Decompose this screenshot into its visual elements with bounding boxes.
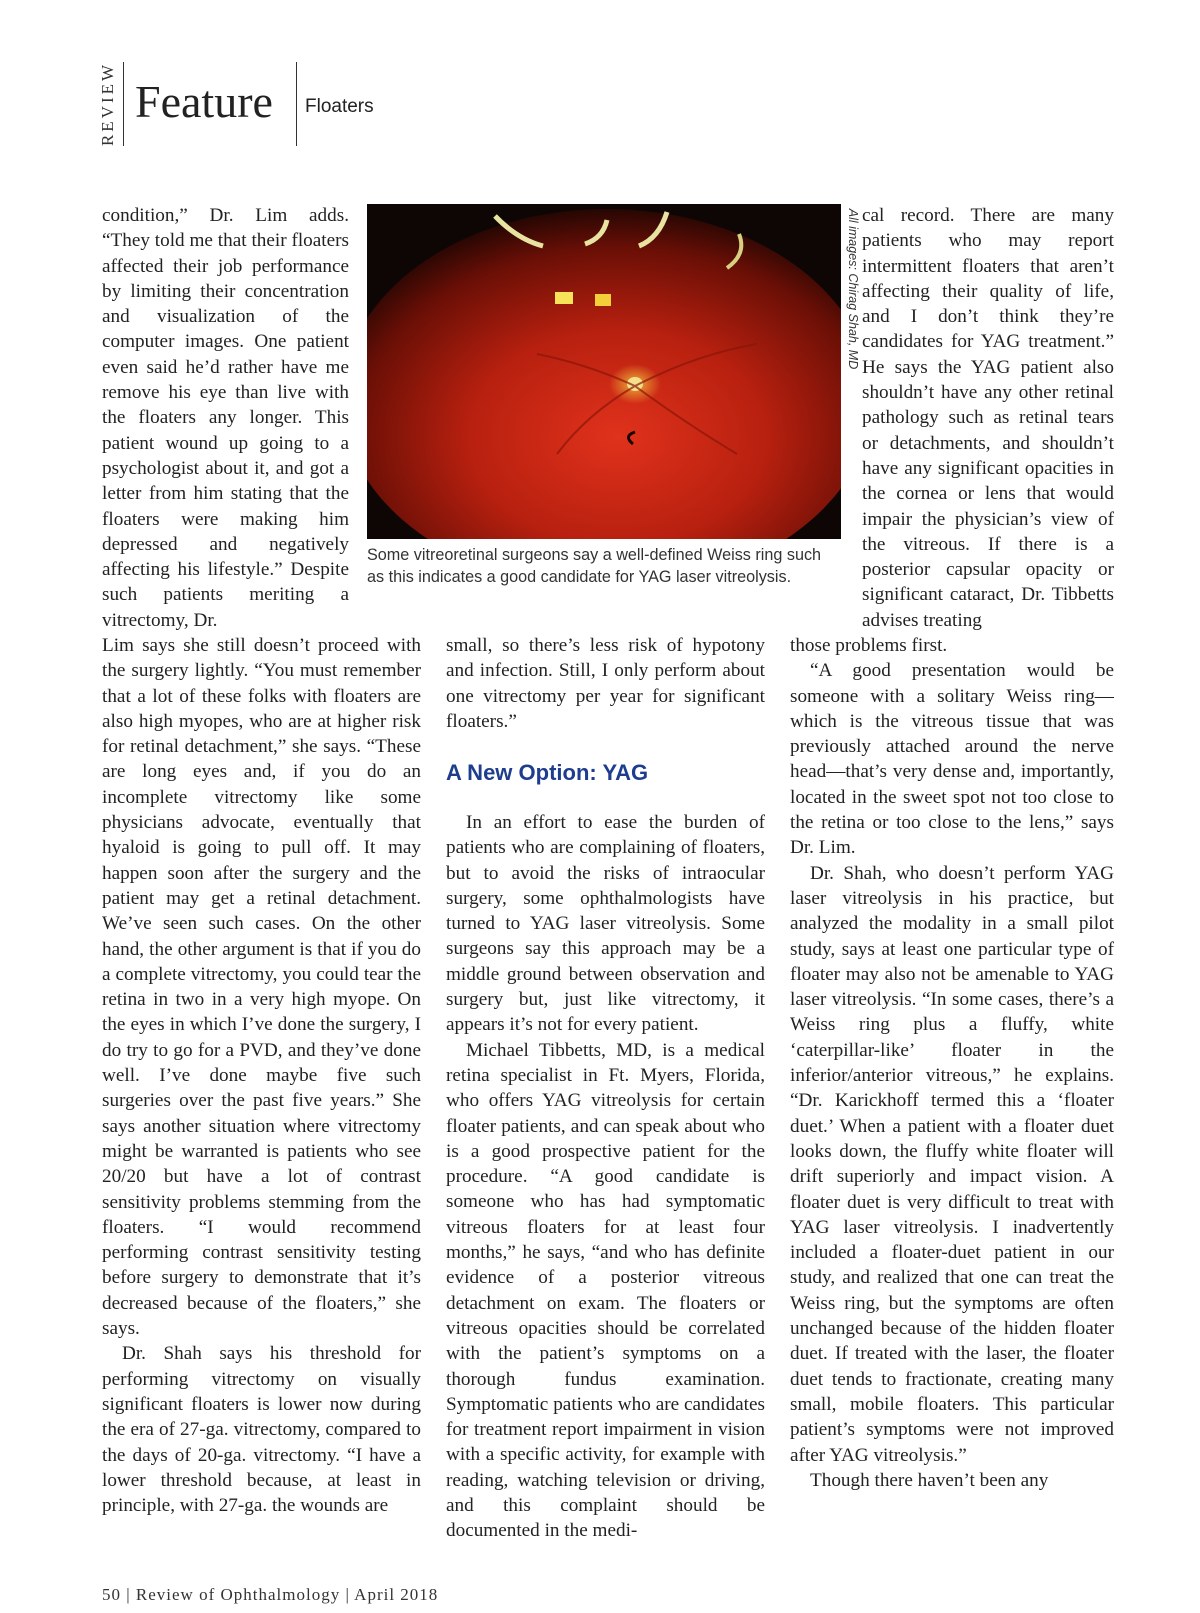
body-text: small, so there’s less risk of hypotony and infection. Still, I only perform about one vitrectomy per year for significant floaters.” (446, 635, 765, 732)
fundus-photo (367, 204, 841, 539)
section-title: Feature (135, 76, 273, 127)
magazine-short-name: REVIEW (98, 61, 117, 147)
body-text: those problems first. (790, 635, 948, 656)
body-text: “A good presentation would be someone with a solitary Weiss ring—which is the vitreous tissue that was previously attached around the nerve head—that’s very dense and, importantly, located in the sweet spot not too close to the retina or too close to the lens,” says Dr. Lim. (790, 660, 1114, 859)
body-text: Dr. Shah says his threshold for performing vitrectomy on visually significant floaters is lower now during the era of 27-ga. vitrectomy, compared to the days of 20-ga. vitrectomy. “I have a lower threshold because, at least in principle, with 27-ga. the wounds are (102, 1343, 421, 1517)
figure-caption: Some vitreoretinal surgeons say a well-defined Weiss ring such as this indicates a good candidate for YAG laser vitreolysis. (367, 546, 822, 586)
body-text: condition,” Dr. Lim adds. “They told me that their floaters affected their job performance by limiting their concentration and visualization of the computer images. One patient even said he’d rather have me remove his eye than live with the floaters any longer. This patient wound up going to a psychologist about it, and got a letter from him stating that the floaters were making him depressed and negatively affecting his lifestyle.” Despite such patients meriting a vitrectomy, Dr. (102, 205, 349, 631)
body-column-2 (446, 810, 765, 1544)
page-footer: 50 | Review of Ophthalmology | April 2018 (102, 1585, 439, 1604)
header-divider (123, 62, 124, 146)
photo-credit (842, 208, 864, 370)
header-divider (296, 62, 297, 146)
photo-credit-text: All images: Chirag Shah, MD (846, 208, 860, 370)
topic-label: Floaters (305, 96, 374, 117)
body-text: Though there haven’t been any (810, 1469, 1049, 1491)
body-column-3 (790, 633, 1114, 1493)
body-text: Michael Tibbetts, MD, is a medical retina specialist in Ft. Myers, Florida, who offers YAG vitreolysis for certain floater patients, and can speak about who is a good prospective patient for the procedure. “A good candidate is someone who has had symptomatic vitreous floaters for at least four months,” he says, “and who has definite evidence of a posterior vitreous detachment on exam. The floaters or vitreous opacities should be correlated with the patient’s symptoms on a thorough fundus examination. Symptomatic patients who are candidates for treatment report impairment in vision with a specific activity, for example with reading, watching television or driving, and this complaint should be documented in the medi- (446, 1039, 765, 1542)
body-text: cal record. There are many patients who may report intermittent floaters that aren’t affecting their quality of life, and I don’t think they’re candidates for YAG treatment.” He says the YAG patient also shouldn’t have any other retinal pathology such as retinal tears or detachments, and shouldn’t have any significant opacities in the cornea or lens that would impair the physician’s view of the vitreous. If there is a posterior capsular opacity or significant cataract, Dr. Tibbetts advises treating (862, 205, 1114, 631)
body-column-1 (102, 633, 421, 1518)
magazine-vertical-label (96, 62, 120, 146)
body-text: Lim says she still doesn’t proceed with the surgery lightly. “You must remember that a lot of these folks with floaters are also high myopes, who are at higher risk for retinal detachment,” she says. “These are long eyes and, if you do an incomplete vitrectomy like some physicians advocate, eventually that hyaloid is going to pull off. It may happen soon after the surgery and the patient may get a retinal detachment. We’ve seen such cases. On the other hand, the other argument is that if you do a complete vitrectomy, you could tear the retina in two in a very high myope. On the eyes in which I’ve done the surgery, I do try to go for a PVD, and they’ve done well. I’ve done maybe five such surgeries over the past five years.” She says another situation where vitrectomy might be warranted is patients who see 20/20 but have a lot of contrast sensitivity problems stemming from the floaters. “I would recommend performing contrast sensitivity testing before surgery to demonstrate that it’s decreased because of the floaters,” she says. (102, 635, 421, 1340)
body-text: Dr. Shah, who doesn’t perform YAG laser vitreolysis in his practice, but analyzed the modality in a small pilot study, says at least one particular type of floater may also not be amenable to YAG laser vitreolysis. “In some cases, there’s a Weiss ring plus a fluffy, white ‘caterpillar-like’ floater in the inferior/anterior vitreous,” he explains. “Dr. Karickhoff termed this a ‘floater duet.’ When a patient with a floater duet looks down, the fluffy white floater will drift superiorly and impact vision. A floater duet is very difficult to treat with YAG laser vitreolysis. I inadvertently included a floater-duet patient in our study, and realized that one can treat the Weiss ring, but the symptoms are often unchanged because of the hidden floater duet. If treated with the laser, the floater duet tends to fractionate, creating many small, mobile floaters. This particular patient’s symptoms were not improved after YAG vitreolysis.” (790, 862, 1114, 1466)
retina-image-icon (367, 204, 841, 539)
body-text: In an effort to ease the burden of patients who are complaining of floaters, but to avoid the risks of intraocular surgery, some ophthalmologists have turned to YAG laser vitreolysis. Some surgeons say this approach may be a middle ground between observation and surgery but, just like vitrectomy, it appears it’s not for every patient. (446, 812, 765, 1036)
subhead: A New Option: YAG (446, 760, 649, 785)
